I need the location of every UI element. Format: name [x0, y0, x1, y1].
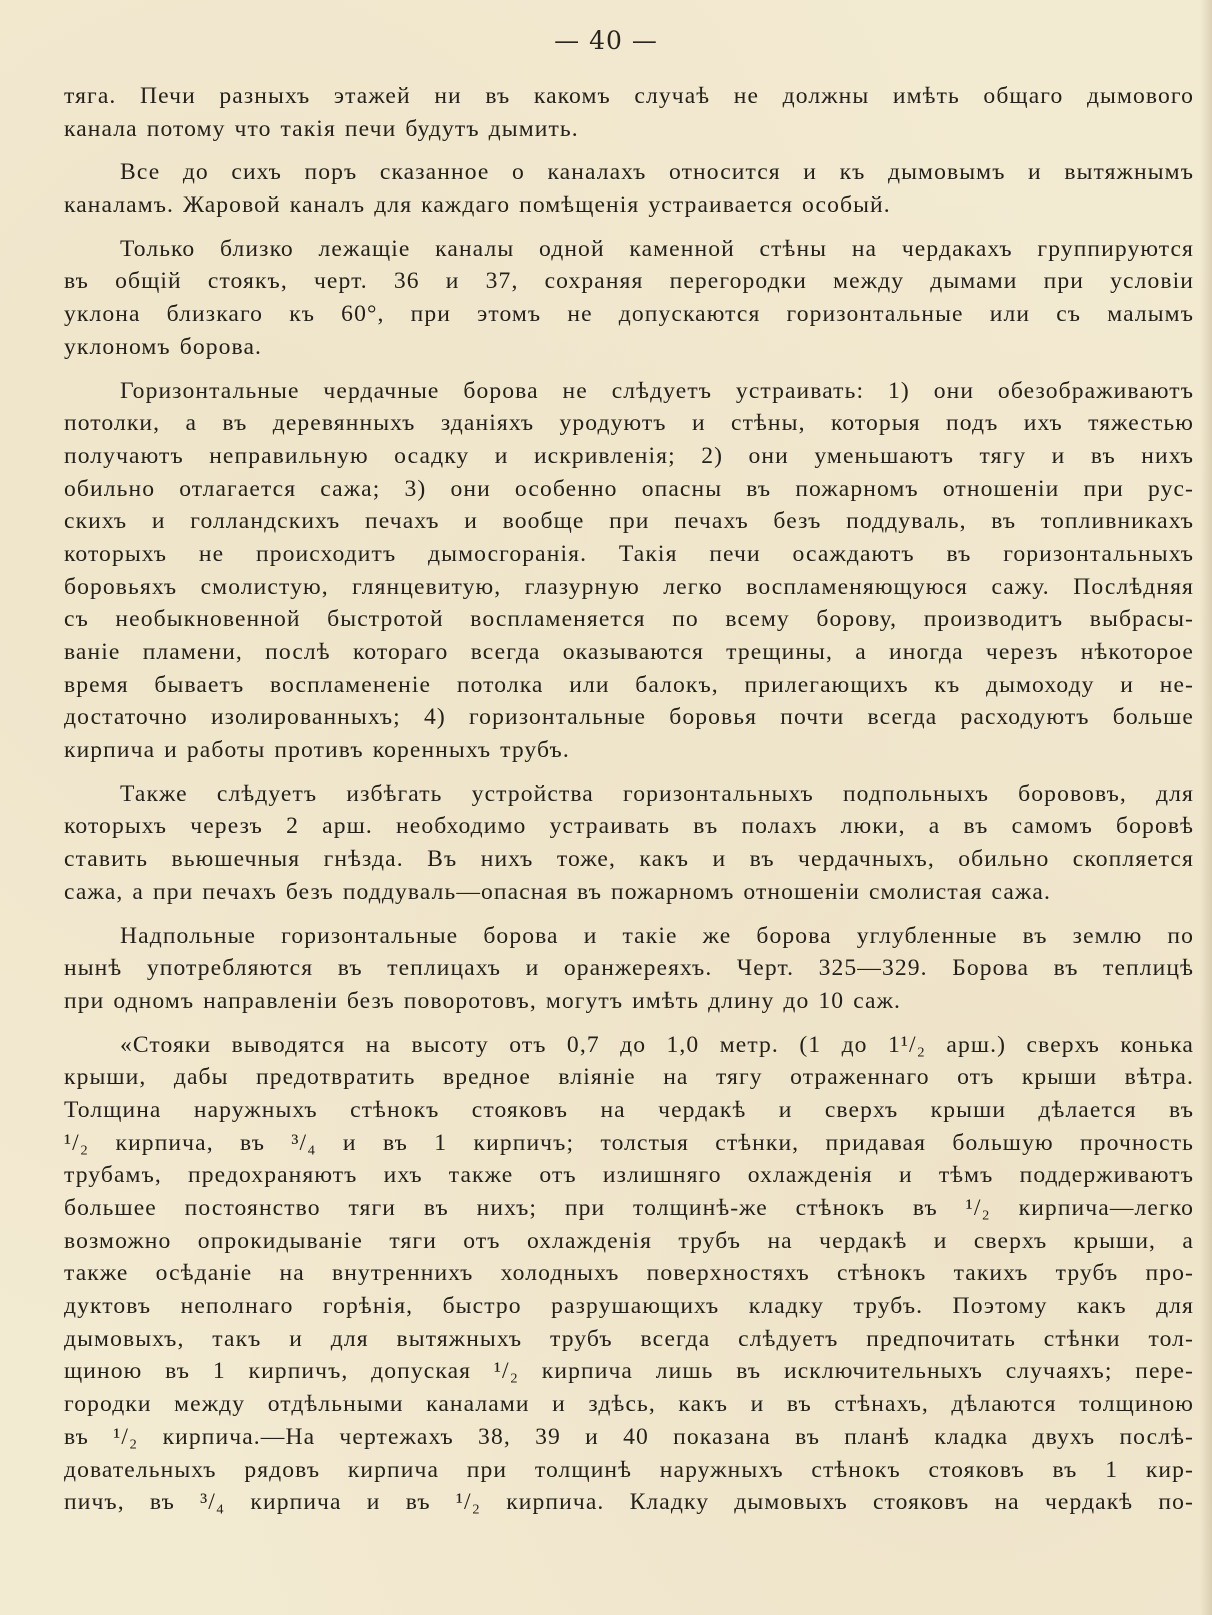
text-line: тяга. Печи разныхъ этажей ни въ какомъ случаѣ не должны имѣть общаго дымового — [64, 83, 1194, 109]
text-line: получаютъ неправильную осадку и искривленія; 2) они уменьшаютъ тягу и въ нихъ — [64, 442, 1194, 469]
text-line: уклона близкаго къ 60°, при этомъ не допускаются горизонтальные или съ малымъ — [64, 301, 1194, 328]
text-line: въ ¹/₂ кирпича.—На чертежахъ 38, 39 и 40 показана въ планѣ кладка двухъ послѣ- — [64, 1423, 1194, 1450]
text-line: въ общій стоякъ, черт. 36 и 37, сохраняя перегородки между дымами при условіи — [64, 268, 1194, 295]
text-line: дымовыхъ, такъ и для вытяжныхъ трубъ всегда слѣдуетъ предпочитать стѣнки тол- — [64, 1325, 1194, 1352]
paragraph-3 — [64, 233, 1194, 364]
text-line: пичъ, въ ³/₄ кирпича и въ ¹/₂ кирпича. Кладку дымовыхъ стояковъ на чердакѣ по- — [64, 1489, 1194, 1516]
text-line: скихъ и голландскихъ печахъ и вообще при печахъ безъ поддуваль, въ топливникахъ — [64, 508, 1194, 535]
paragraph-4 — [64, 375, 1194, 767]
text-line: Все до сихъ поръ сказанное о каналахъ относится и къ дымовымъ и вытяжнымъ — [120, 159, 1194, 186]
paragraph-1 — [64, 80, 1194, 145]
page-number: — 40 — — [554, 26, 658, 55]
page-edge-shadow — [1200, 0, 1212, 1615]
text-line: городки между отдѣльными каналами и здѣсь, какъ и въ стѣнахъ, дѣлаются толщиною — [64, 1391, 1194, 1418]
text-line: Надпольные горизонтальные борова и такіе же борова углубленные въ землю по — [120, 922, 1194, 949]
text-line: каналамъ. Жаровой каналъ для каждаго помѣщенія устраивается особый. — [64, 192, 891, 219]
text-line: возможно опрокидываніе тяги отъ охлажденія трубъ на чердакѣ и сверхъ крыши, а — [64, 1227, 1194, 1254]
text-line: которыхъ не происходитъ дымосгоранія. Такія печи осаждаютъ въ горизонтальныхъ — [64, 540, 1194, 567]
text-line: время бываетъ воспламененіе потолка или балокъ, прилегающихъ къ дымоходу и не- — [64, 671, 1194, 698]
text-line: «Стояки выводятся на высоту отъ 0,7 до 1,0 метр. (1 до 1¹/₂ арш.) сверхъ конька — [120, 1031, 1194, 1058]
text-line: Также слѣдуетъ избѣгать устройства горизонтальныхъ подпольныхъ борововъ, для — [120, 780, 1194, 807]
text-line: сажа, а при печахъ безъ поддуваль—опасная въ пожарномъ отношеніи смолистая сажа. — [64, 878, 1051, 905]
body-text — [64, 80, 1194, 1530]
paragraph-2 — [64, 156, 1194, 221]
text-line: Горизонтальные чердачные борова не слѣдуетъ устраивать: 1) они обезображиваютъ — [120, 377, 1194, 404]
text-line: потолки, а въ деревянныхъ зданіяхъ уродуютъ и стѣны, которыя подъ ихъ тяжестью — [64, 410, 1194, 437]
paragraph-5 — [64, 778, 1194, 909]
text-line: обильно отлагается сажа; 3) они особенно опасны въ пожарномъ отношеніи при рус- — [64, 475, 1194, 502]
text-line: дуктовъ неполнаго горѣнія, быстро разрушающихъ кладку трубъ. Поэтому какъ для — [64, 1293, 1194, 1320]
text-line: достаточно изолированныхъ; 4) горизонтальные боровья почти всегда расходуютъ больше — [64, 704, 1194, 731]
text-line: съ необыкновенной быстротой воспламеняется по всему борову, производитъ выбрасы- — [64, 606, 1194, 633]
text-line: ваніе пламени, послѣ котораго всегда оказываются трещины, а иногда черезъ нѣкоторое — [64, 639, 1194, 665]
text-line: кирпича и работы противъ коренныхъ трубъ. — [64, 737, 570, 764]
text-line: щиною въ 1 кирпичъ, допуская ¹/₂ кирпича лишь въ исключительныхъ случаяхъ; пере- — [64, 1358, 1194, 1385]
text-line: боровьяхъ смолистую, глянцевитую, глазурную легко воспламеняющуюся сажу. Послѣдняя — [64, 573, 1194, 600]
text-line: также осѣданіе на внутреннихъ холодныхъ поверхностяхъ стѣнокъ такихъ трубъ про- — [64, 1260, 1194, 1287]
text-line: Толщина наружныхъ стѣнокъ стояковъ на чердакѣ и сверхъ крыши дѣлается въ — [64, 1096, 1194, 1123]
text-line: большее постоянство тяги въ нихъ; при толщинѣ-же стѣнокъ въ ¹/₂ кирпича—легко — [64, 1195, 1194, 1221]
text-line: уклономъ борова. — [64, 333, 263, 360]
text-line: трубамъ, предохраняютъ ихъ также отъ излишняго охлажденія и тѣмъ поддерживаютъ — [64, 1162, 1194, 1189]
text-line: канала потому что такія печи будутъ дымить. — [64, 115, 579, 142]
text-line: нынѣ употребляются въ теплицахъ и оранжереяхъ. Черт. 325—329. Борова въ теплицѣ — [64, 955, 1194, 982]
text-line: довательныхъ рядовъ кирпича при толщинѣ наружныхъ стѣнокъ стояковъ въ 1 кир- — [64, 1456, 1194, 1483]
text-line: которыхъ черезъ 2 арш. необходимо устраивать въ полахъ люки, а въ самомъ боровѣ — [64, 813, 1194, 840]
text-line: крыши, дабы предотвратить вредное вліяніе на тягу отраженнаго отъ крыши вѣтра. — [64, 1064, 1194, 1091]
text-line: ставить вьюшечныя гнѣзда. Въ нихъ тоже, какъ и въ чердачныхъ, обильно скопляется — [64, 846, 1194, 873]
paragraph-6 — [64, 920, 1194, 1018]
text-line: ¹/₂ кирпича, въ ³/₄ и въ 1 кирпичъ; толстыя стѣнки, придавая большую прочность — [64, 1129, 1194, 1156]
text-line: при одномъ направленіи безъ поворотовъ, могутъ имѣть длину до 10 саж. — [64, 987, 902, 1014]
text-line: Только близко лежащіе каналы одной каменной стѣны на чердакахъ группируются — [120, 235, 1194, 262]
paragraph-7 — [64, 1029, 1194, 1519]
